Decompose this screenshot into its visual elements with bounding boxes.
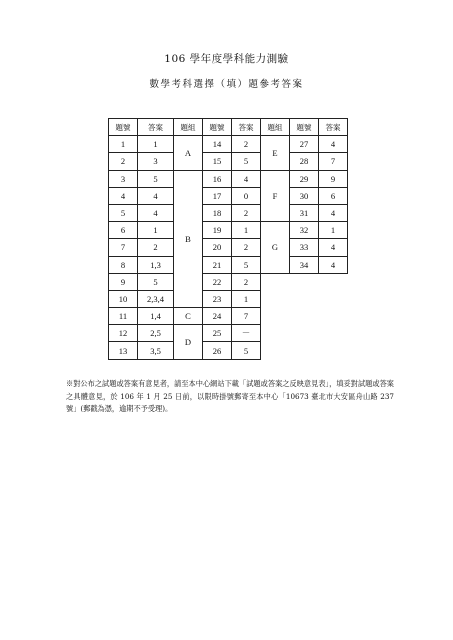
- empty-cell: [261, 325, 290, 342]
- answer-cell: 3,5: [138, 342, 174, 359]
- table-row: [109, 153, 348, 170]
- group-label-cell: E: [261, 136, 290, 170]
- table-row: [109, 187, 348, 204]
- empty-cell: [261, 308, 290, 325]
- answer-cell: 3: [138, 153, 174, 170]
- header-answer: 答案: [319, 119, 348, 136]
- answer-cell: 7: [232, 308, 261, 325]
- question-number-cell: 12: [109, 325, 138, 342]
- table-row: [109, 290, 348, 307]
- table-header-row: [109, 119, 348, 136]
- header-group: 題組: [261, 119, 290, 136]
- question-number-cell: 22: [203, 273, 232, 290]
- answer-cell: 2: [232, 136, 261, 153]
- empty-cell: [290, 325, 319, 342]
- table-row: [109, 342, 348, 359]
- question-number-cell: 33: [290, 239, 319, 256]
- answer-cell: －: [232, 325, 261, 342]
- answer-cell: 4: [319, 256, 348, 273]
- answer-cell: 0: [232, 187, 261, 204]
- question-number-cell: 14: [203, 136, 232, 153]
- answer-table-body: [109, 136, 348, 359]
- question-number-cell: 34: [290, 256, 319, 273]
- group-label-cell: D: [174, 325, 203, 359]
- question-number-cell: 13: [109, 342, 138, 359]
- answer-cell: 5: [232, 153, 261, 170]
- group-label-cell: B: [174, 170, 203, 308]
- question-number-cell: 25: [203, 325, 232, 342]
- question-number-cell: 11: [109, 308, 138, 325]
- question-number-cell: 1: [109, 136, 138, 153]
- question-number-cell: 27: [290, 136, 319, 153]
- group-label-cell: G: [261, 222, 290, 274]
- answer-cell: 2: [232, 239, 261, 256]
- header-question-number: 題號: [290, 119, 319, 136]
- group-label-cell: F: [261, 170, 290, 222]
- empty-cell: [261, 273, 290, 290]
- question-number-cell: 26: [203, 342, 232, 359]
- answer-cell: 1,3: [138, 256, 174, 273]
- table-row: [109, 204, 348, 221]
- question-number-cell: 32: [290, 222, 319, 239]
- question-number-cell: 10: [109, 290, 138, 307]
- table-row: [109, 256, 348, 273]
- table-row: [109, 222, 348, 239]
- empty-cell: [319, 342, 348, 359]
- empty-cell: [319, 290, 348, 307]
- question-number-cell: 31: [290, 204, 319, 221]
- answer-cell: 4: [138, 204, 174, 221]
- answer-cell: 2: [138, 239, 174, 256]
- answer-cell: 2,5: [138, 325, 174, 342]
- empty-cell: [290, 342, 319, 359]
- answer-cell: 9: [319, 170, 348, 187]
- appeal-note: ※對公布之試題或答案有意見者，請至本中心網站下載「試題或答案之反映意見表」，填妥對試題或答案之具體意見，於 106 年 1 月 25 日前，以限時掛號郵寄至本中心「10673 臺北市大安區舟山路 237 號」(郵戳為憑，逾期不予受理)。: [66, 379, 394, 413]
- answer-cell: 1: [232, 222, 261, 239]
- question-number-cell: 3: [109, 170, 138, 187]
- question-number-cell: 6: [109, 222, 138, 239]
- empty-cell: [290, 273, 319, 290]
- header-answer: 答案: [138, 119, 174, 136]
- question-number-cell: 23: [203, 290, 232, 307]
- question-number-cell: 28: [290, 153, 319, 170]
- answer-cell: 1,4: [138, 308, 174, 325]
- answer-table: [108, 118, 348, 360]
- answer-cell: 1: [138, 222, 174, 239]
- table-row: [109, 239, 348, 256]
- answer-cell: 1: [232, 290, 261, 307]
- header-answer: 答案: [232, 119, 261, 136]
- answer-cell: 5: [138, 170, 174, 187]
- header-question-number: 題號: [203, 119, 232, 136]
- page-title: 106 學年度學科能力測驗: [164, 53, 289, 65]
- question-number-cell: 30: [290, 187, 319, 204]
- empty-cell: [319, 308, 348, 325]
- empty-cell: [261, 290, 290, 307]
- question-number-cell: 2: [109, 153, 138, 170]
- question-number-cell: 7: [109, 239, 138, 256]
- question-number-cell: 21: [203, 256, 232, 273]
- header-group: 題組: [174, 119, 203, 136]
- answer-cell: 2: [232, 204, 261, 221]
- answer-cell: 5: [232, 342, 261, 359]
- table-row: [109, 273, 348, 290]
- empty-cell: [290, 308, 319, 325]
- answer-cell: 4: [319, 136, 348, 153]
- empty-cell: [319, 273, 348, 290]
- answer-cell: 1: [138, 136, 174, 153]
- table-row: [109, 170, 348, 187]
- question-number-cell: 5: [109, 204, 138, 221]
- answer-cell: 2,3,4: [138, 290, 174, 307]
- answer-cell: 6: [319, 187, 348, 204]
- question-number-cell: 9: [109, 273, 138, 290]
- question-number-cell: 20: [203, 239, 232, 256]
- question-number-cell: 8: [109, 256, 138, 273]
- question-number-cell: 24: [203, 308, 232, 325]
- question-number-cell: 16: [203, 170, 232, 187]
- answer-cell: 7: [319, 153, 348, 170]
- question-number-cell: 19: [203, 222, 232, 239]
- answer-cell: 4: [138, 187, 174, 204]
- answer-cell: 4: [232, 170, 261, 187]
- table-row: [109, 325, 348, 342]
- group-label-cell: C: [174, 308, 203, 325]
- answer-cell: 4: [319, 239, 348, 256]
- group-label-cell: A: [174, 136, 203, 170]
- header-question-number: 題號: [109, 119, 138, 136]
- answer-cell: 5: [232, 256, 261, 273]
- question-number-cell: 18: [203, 204, 232, 221]
- table-row: [109, 308, 348, 325]
- question-number-cell: 15: [203, 153, 232, 170]
- question-number-cell: 17: [203, 187, 232, 204]
- answer-cell: 5: [138, 273, 174, 290]
- answer-cell: 2: [232, 273, 261, 290]
- question-number-cell: 29: [290, 170, 319, 187]
- question-number-cell: 4: [109, 187, 138, 204]
- empty-cell: [261, 342, 290, 359]
- empty-cell: [290, 290, 319, 307]
- empty-cell: [319, 325, 348, 342]
- table-row: [109, 136, 348, 153]
- page-subtitle: 數學考科選擇（填）題參考答案: [149, 79, 304, 90]
- answer-cell: 1: [319, 222, 348, 239]
- answer-cell: 4: [319, 204, 348, 221]
